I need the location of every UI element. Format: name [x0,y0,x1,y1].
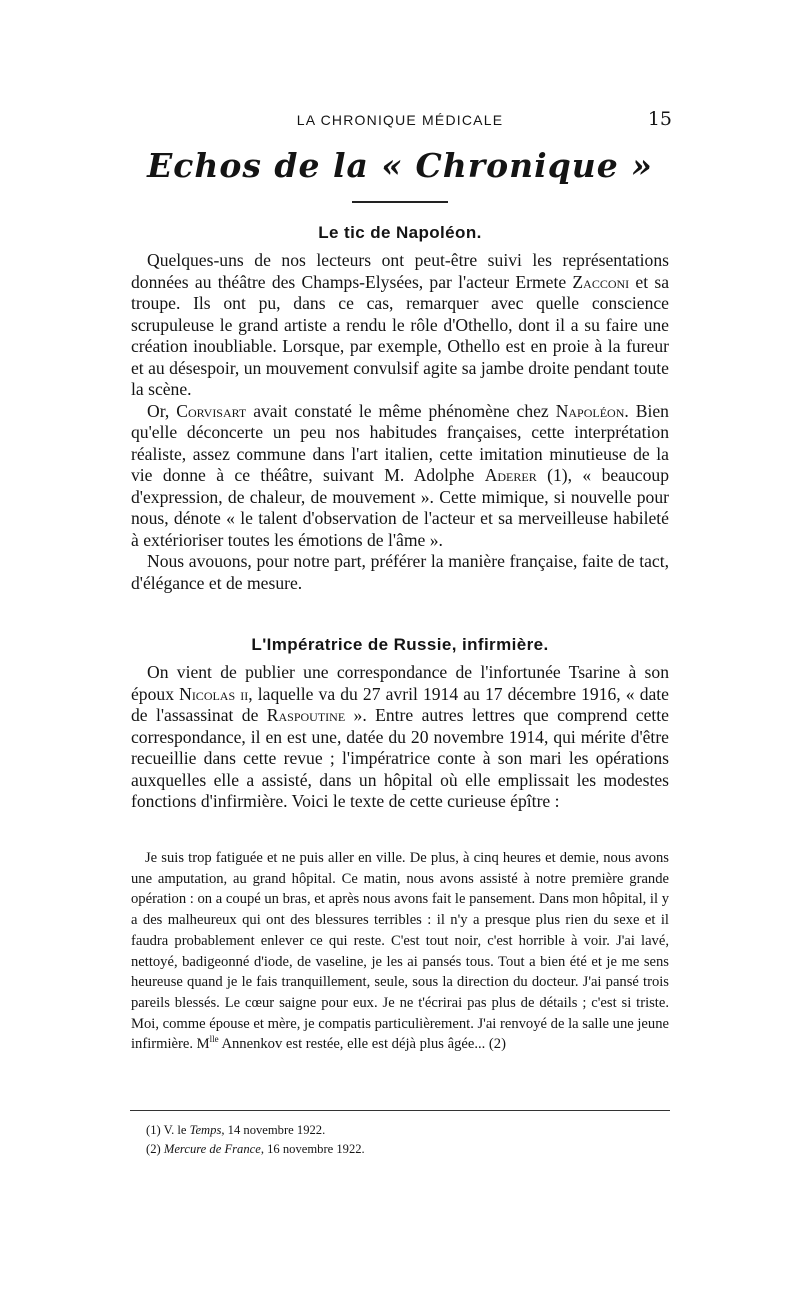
article-body-imperatrice [131,662,669,813]
name-corvisart: Corvisart [176,400,247,421]
section-title: Echos de la « Chronique » [147,146,653,185]
article-heading-imperatrice: L'Impératrice de Russie, infirmière. [251,635,549,654]
name-napoleon: Napoléon [555,400,625,421]
text-run: ». Entre autres lettres que comprend cette correspondance, il en est une, datée du 20 novembre 1914, qui mérite d'être recueillie dans cette revue ; l'impératrice conte à son mari les opérations auxquelles elle a assisté, dans un hôpital où elle emplissait les modestes fonctions d'infirmière. Voici le texte de cette curieuse épître : [131,705,669,811]
text-run: (1), « beaucoup d'expression, de chaleur, de mouvement ». Cette mimique, si nouvelle pour nous, dénote « le talent d'observation de l'acteur et sa merveilleuse habileté à extérioriser toutes les émotions de l'âme ». [131,465,669,550]
paragraph: Nous avouons, pour notre part, préférer la manière française, faite de tact, d'élégance et de mesure. [131,551,669,593]
name-zacconi: Zacconi [572,271,630,292]
article-heading-napoleon: Le tic de Napoléon. [318,223,482,242]
text-run: , laquelle va du 27 avril 1914 au 17 décembre 1916, « date de l'assassinat de [131,683,669,725]
text-run: avait constaté le même phénomène chez [246,400,556,421]
running-head [130,108,672,134]
name-raspoutine: Raspoutine [266,705,346,725]
footnote-text: (1) V. le [146,1123,190,1137]
footnote-2 [146,1140,666,1159]
footnotes [146,1121,666,1159]
paragraph [131,401,669,552]
footnote-source: Temps [189,1123,222,1137]
title-rule [352,201,448,203]
text-run: Or, [147,400,177,421]
footnote-text: (2) [146,1142,164,1156]
text-run: Annenkov est restée, elle est déjà plus âgée... (2) [218,1036,506,1053]
paragraph [131,250,669,401]
text-run: . Bien qu'elle déconcerte un peu nos habitudes françaises, cette interprétation réaliste, assez commune dans l'art italien, cette imitation minutieuse de la vie donne à ce théâtre, suivant M. Adolphe [131,400,669,485]
letter-paragraph [131,848,669,1056]
letter-quotation [131,848,669,1056]
name-nicolas: Nicolas ii [179,683,249,704]
name-aderer: Aderer [484,465,537,485]
text-run: Je suis trop fatiguée et ne puis aller en ville. De plus, à cinq heures et demie, nous avons une amputation, au grand hôpital. Ce matin, nous avons assisté à notre première grande opération : on a coupé un bras, et après nous avons fait le pansement. Dans mon hôpital, il y a des malheureux qui ont des blessures terribles : il n'y a presque plus rien du sexe et il faudra probablement enlever ce qui reste. C'est tout noir, c'est horrible à voir. J'ai lavé, nettoyé, badigeonné d'iode, de vaseline, je les ai pansés tous. Tout a bien été et je me sens heureuse quand je le fais tranquillement, seule, sous la direction du docteur. J'ai pansé trois pareils blessés. Le cœur saigne pour eux. Je ne t'écrirai pas plus de détails ; c'est si triste. Moi, comme épouse et mère, je compatis particulièrement. J'ai renvoyé de la salle une jeune infirmière. M [131,850,669,1053]
footnote-text: , 16 novembre 1922. [260,1142,365,1156]
text-run: et sa troupe. Ils ont pu, dans ce cas, remarquer avec quelle conscience scrupuleuse le grand artiste a rendu le rôle d'Othello, dont il a su faire une création inoubliable. Lorsque, par exemple, Othello est en proie à la fureur et au désespoir, un mouvement convulsif agite sa jambe droite pendant toute la scène. [131,271,669,399]
paragraph [131,662,669,813]
footnote-source: Mercure de France [163,1142,261,1156]
text-run: Quelques-uns de nos lecteurs ont peut-être suivi les représentations données au théâtre des Champs-Elysées, par l'acteur Ermete [131,250,669,292]
footnote-1 [146,1121,666,1140]
superscript: lle [209,1034,219,1045]
running-title: LA CHRONIQUE MÉDICALE [296,112,504,128]
footnote-rule [130,1110,670,1111]
footnote-text: , 14 novembre 1922. [221,1123,326,1137]
page-number: 15 [647,108,672,130]
text-run: On vient de publier une correspondance de l'infortunée Tsarine à son époux [131,662,669,704]
article-body-napoleon [131,250,669,594]
